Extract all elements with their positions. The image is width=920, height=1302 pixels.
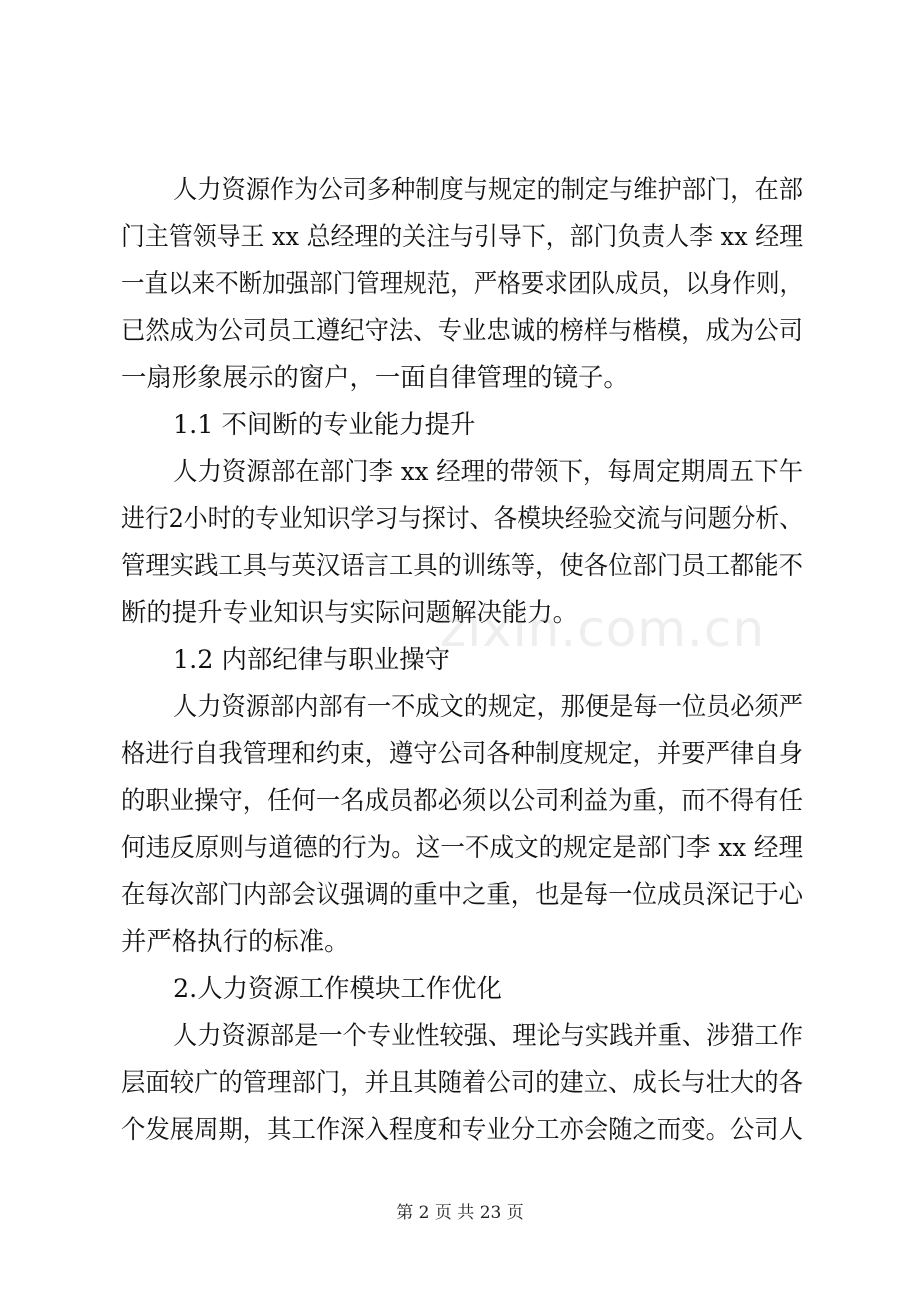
page-footer: 第 2 页 共 23 页 [396, 1203, 524, 1223]
paragraph-line [0, 1011, 920, 1059]
paragraph-line [0, 353, 920, 401]
paragraph-line [0, 776, 920, 824]
paragraph-line [0, 165, 920, 213]
paragraph-line [0, 494, 920, 542]
line-text: 在每次部门内部会议强调的重中之重，也是每一位成员深记于心 [121, 879, 804, 909]
line-text: 已然成为公司员工遵纪守法、专业忠诚的榜样与楷模，成为公司 [121, 315, 804, 345]
paragraph-line [0, 306, 920, 354]
paragraph-line [0, 682, 920, 730]
line-text: 个发展周期，其工作深入程度和专业分工亦会随之而变。公司人 [121, 1114, 804, 1144]
paragraph-line [0, 1105, 920, 1153]
heading-text: 1.1 不间断的专业能力提升 [173, 409, 476, 439]
line-text: 一扇形象展示的窗户，一面自律管理的镜子。 [121, 362, 629, 392]
paragraph-line [0, 917, 920, 965]
line-text: 并严格执行的标准。 [121, 926, 350, 956]
line-text: 门主管领导王 xx 总经理的关注与引导下，部门负责人李 xx 经理 [121, 221, 804, 251]
line-text: 人力资源部在部门李 xx 经理的带领下，每周定期周五下午 [173, 456, 804, 486]
line-text: 一直以来不断加强部门管理规范，严格要求团队成员，以身作则， [121, 268, 803, 298]
paragraph-line [0, 212, 920, 260]
line-text: 人力资源作为公司多种制度与规定的制定与维护部门，在部 [173, 174, 803, 204]
line-text: 格进行自我管理和约束，遵守公司各种制度规定，并要严律自身 [121, 738, 804, 768]
paragraph-line [0, 541, 920, 589]
paragraph-line [0, 870, 920, 918]
heading-text: 1.2 内部纪律与职业操守 [173, 644, 450, 674]
line-text: 的职业操守，任何一名成员都必须以公司利益为重，而不得有任 [121, 785, 804, 815]
line-text: 进行2小时的专业知识学习与探讨、各模块经验交流与问题分析、 [121, 503, 804, 533]
paragraph-line [0, 729, 920, 777]
line-text: 何违反原则与道德的行为。这一不成文的规定是部门李 xx 经理 [121, 832, 804, 862]
line-text: 人力资源部内部有一不成文的规定，那便是每一位员必须严 [173, 691, 803, 721]
paragraph-line [0, 1058, 920, 1106]
line-text: 层面较广的管理部门，并且其随着公司的建立、成长与壮大的各 [121, 1067, 804, 1097]
section-heading [0, 400, 920, 448]
paragraph-line [0, 447, 920, 495]
paragraph-line [0, 259, 920, 307]
line-text: 断的提升专业知识与实际问题解决能力。 [121, 597, 579, 627]
section-heading [0, 964, 920, 1012]
paragraph-line [0, 823, 920, 871]
heading-text: 2.人力资源工作模块工作优化 [173, 973, 502, 1003]
line-text: 人力资源部是一个专业性较强、理论与实践并重、涉猎工作 [173, 1020, 803, 1050]
line-text: 管理实践工具与英汉语言工具的训练等，使各位部门员工都能不 [121, 550, 804, 580]
watermark: zixin.com.cn [440, 600, 766, 658]
